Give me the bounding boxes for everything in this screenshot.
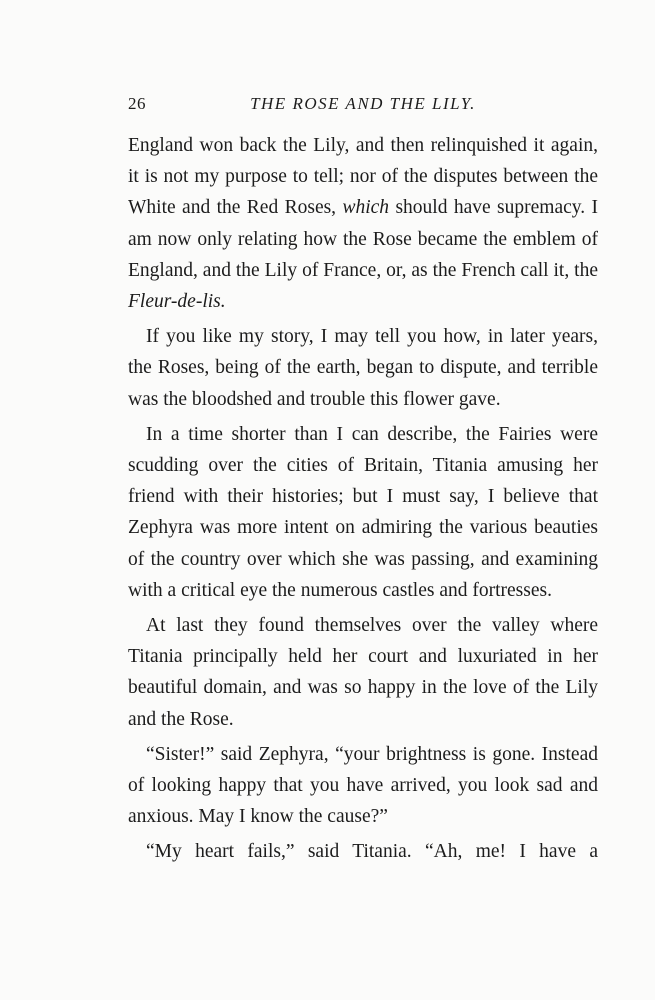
body-text (128, 130, 598, 872)
running-head (128, 94, 598, 118)
paragraph-1-italic-which: which (342, 197, 390, 219)
running-title: THE ROSE AND THE LILY. (250, 94, 476, 113)
paragraph-3 (128, 419, 598, 606)
paragraph-6 (128, 836, 598, 867)
paragraph-1 (128, 130, 598, 317)
paragraph-3-text: In a time shorter than I can describe, the Fairies were scudding over the cities of Britain, Titania amusing her friend with their histories; but I must say, I believe that Zephyra was more intent on admiring the various beauties of the country over which she was passing, and examining with a critical eye the numerous castles and fortresses. (128, 423, 598, 601)
paragraph-1-text-b: should have supremacy. I am now only relating how the Rose became the emblem of England, and the Lily of France, or, as the French call it, the (128, 197, 598, 281)
paragraph-5-text: “Sister!” said Zephyra, “your brightness is gone. Instead of looking happy that you have arrived, you look sad and anxious. May I know the cause?” (128, 743, 598, 828)
paragraph-5 (128, 739, 598, 833)
paragraph-4-text: At last they found themselves over the valley where Titania principally held her court and luxuriated in her beautiful domain, and was so happy in the love of the Lily and the Rose. (128, 615, 598, 730)
paragraph-2 (128, 321, 598, 415)
paragraph-4 (128, 610, 598, 735)
paragraph-1-text-a: England won back the Lily, and then relinquished it again, it is not my purpose to tell; nor of the disputes between the White and the Red Roses, (128, 135, 598, 219)
page-number: 26 (128, 94, 146, 113)
paragraph-1-italic-fleur-de-lis: Fleur-de-lis. (128, 291, 226, 313)
paragraph-2-text: If you like my story, I may tell you how, in later years, the Roses, being of the earth, began to dispute, and terrible was the bloodshed and trouble this flower gave. (128, 326, 598, 410)
paragraph-6-text: “My heart fails,” said Titania. “Ah, me! I have a (146, 841, 598, 863)
